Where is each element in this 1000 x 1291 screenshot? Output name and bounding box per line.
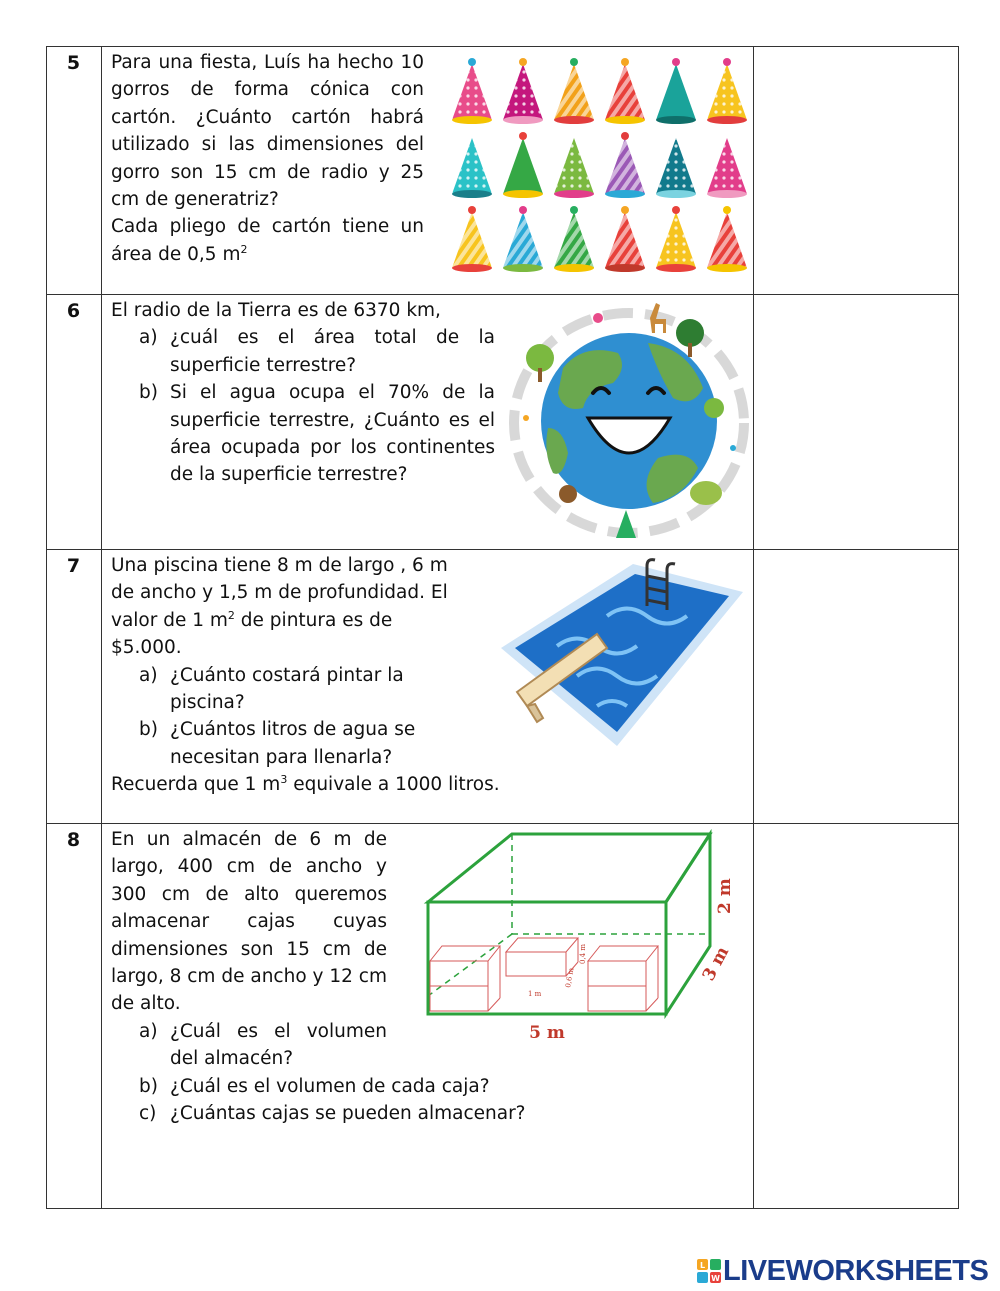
row-divider bbox=[46, 294, 959, 295]
warehouse-diagram bbox=[420, 826, 750, 1044]
party-hat-icon bbox=[707, 138, 747, 198]
text-line: $5.000. bbox=[111, 637, 182, 659]
list-item: a) ¿Cuánto costará pintar la piscina? bbox=[139, 664, 404, 714]
party-hat-icon bbox=[452, 206, 492, 272]
problem-number: 8 bbox=[66, 829, 81, 851]
problem-number: 7 bbox=[66, 555, 81, 577]
party-hat-icon bbox=[707, 58, 747, 124]
problem-6-text bbox=[111, 297, 495, 489]
table-border-bottom bbox=[46, 1208, 959, 1209]
party-hat-icon bbox=[554, 138, 594, 198]
problem-7-note: Recuerda que 1 $m^3$ equivale a 1000 litros. bbox=[111, 773, 500, 796]
party-hat-icon bbox=[554, 58, 594, 124]
list-item: b) ¿Cuál es el volumen de cada caja? bbox=[139, 1075, 490, 1097]
depth-label: 3 m bbox=[698, 943, 734, 985]
problem-5-note: Cada pliego de cartón tiene un área de 0,5 $m^2$ bbox=[111, 216, 424, 265]
smiling-earth-illustration bbox=[508, 298, 750, 548]
box-width-label: 0,6 m bbox=[564, 967, 576, 989]
table-border-right bbox=[958, 46, 959, 1209]
box-height-label: 0,4 m bbox=[579, 944, 587, 964]
list-item: a) ¿cuál es el área total de la superficie terrestre? bbox=[139, 327, 495, 376]
box-side-face bbox=[666, 834, 710, 1014]
column-divider bbox=[101, 46, 102, 1209]
party-hat-icon bbox=[707, 206, 747, 272]
brand-name: LIVEWORKSHEETS bbox=[723, 1254, 989, 1287]
table-border-left bbox=[46, 46, 47, 1209]
problem-8-intro: En un almacén de 6 m de largo, 400 cm de ancho y 300 cm de alto queremos almacenar cajas cuyas dimensiones son 15 cm de largo, 8 cm de ancho y 12 cm de alto. bbox=[111, 829, 387, 1015]
party-hat-icon bbox=[605, 132, 645, 198]
liveworksheets-icon bbox=[697, 1259, 721, 1283]
party-hat-icon bbox=[503, 58, 543, 124]
height-label: 2 m bbox=[715, 878, 735, 914]
party-hat-icon bbox=[452, 58, 492, 124]
party-hat-icon bbox=[605, 206, 645, 272]
column-divider bbox=[753, 46, 754, 1209]
box-top-face bbox=[428, 834, 710, 902]
text-line: valor de 1 $m^2$ de pintura es de bbox=[111, 608, 393, 631]
svg-text:L: L bbox=[699, 1261, 706, 1270]
box-length-label: 1 m bbox=[528, 990, 542, 998]
party-hat-icon bbox=[503, 132, 543, 198]
list-item: b) Si el agua ocupa el 70% de la superficie terrestre, ¿Cuánto es el área ocupada por los continentes de la superficie terrestre? bbox=[139, 382, 495, 486]
party-hat-icon bbox=[656, 138, 696, 198]
swimming-pool-illustration bbox=[497, 556, 745, 752]
problem-5-text bbox=[111, 49, 424, 268]
box-front-face bbox=[428, 902, 666, 1014]
text-line: de ancho y 1,5 m de profundidad. El bbox=[111, 582, 448, 604]
row-divider bbox=[46, 549, 959, 550]
svg-text:W: W bbox=[711, 1274, 720, 1283]
party-hat-icon bbox=[605, 58, 645, 124]
party-hat-icon bbox=[503, 206, 543, 272]
problem-number: 5 bbox=[66, 52, 81, 74]
problem-6-intro: El radio de la Tierra es de 6370 km, bbox=[111, 300, 441, 321]
list-item: b) ¿Cuántos litros de agua se necesitan para llenarla? bbox=[139, 719, 416, 768]
party-hat-icon bbox=[554, 206, 594, 272]
party-hats-illustration bbox=[440, 52, 750, 277]
row-divider bbox=[46, 823, 959, 824]
length-label: 5 m bbox=[529, 1023, 565, 1043]
problem-number: 6 bbox=[66, 300, 81, 322]
problem-5-statement: Para una fiesta, Luís ha hecho 10 gorros de forma cónica con cartón. ¿Cuánto cartón habrá utilizado si las dimensiones del gorro son 15 cm de radio y 25 cm de generatriz? bbox=[111, 52, 424, 211]
list-item: c) ¿Cuántas cajas se pueden almacenar? bbox=[139, 1103, 526, 1125]
party-hat-icon bbox=[656, 206, 696, 272]
table-border-top bbox=[46, 46, 959, 47]
party-hat-icon bbox=[452, 138, 492, 198]
list-item: a) ¿Cuál es el volumen del almacén? bbox=[139, 1020, 387, 1070]
liveworksheets-logo bbox=[697, 1255, 988, 1287]
text-line: Una piscina tiene 8 m de largo , 6 m bbox=[111, 555, 448, 576]
party-hat-icon bbox=[656, 58, 696, 124]
